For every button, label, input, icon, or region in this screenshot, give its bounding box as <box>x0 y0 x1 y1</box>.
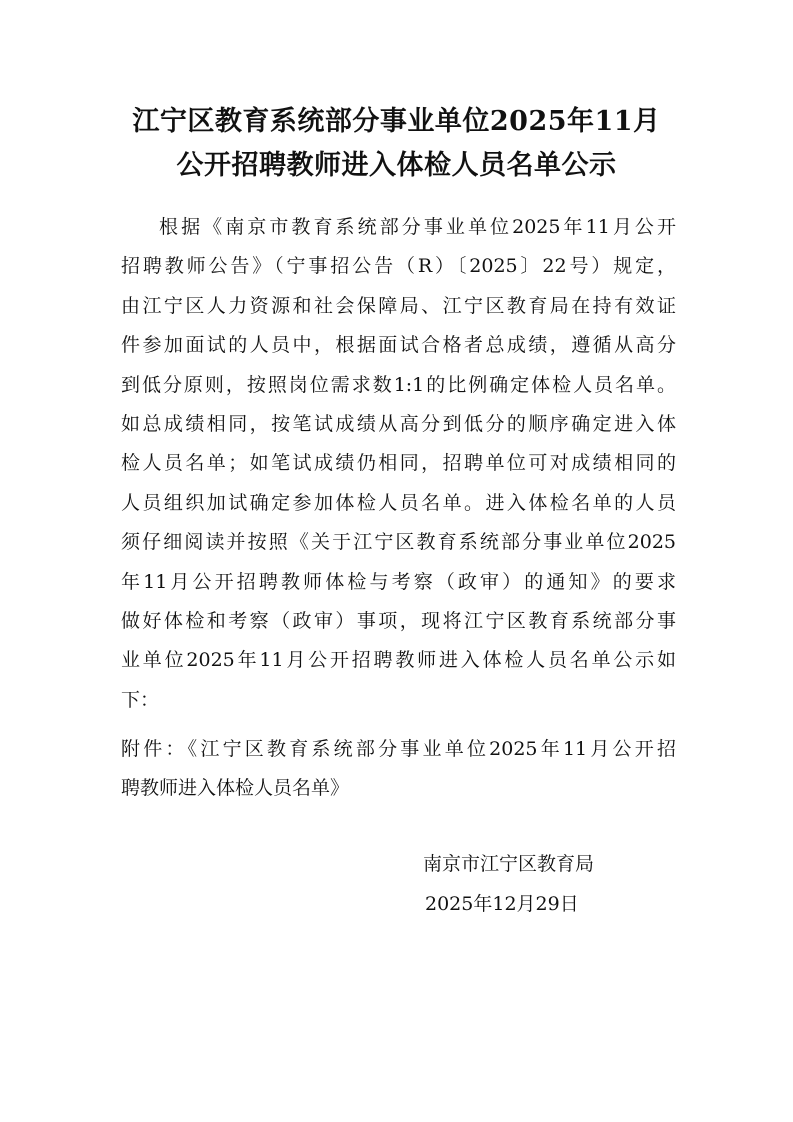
attachment-line: 附件：《江宁区教育系统部分事业单位2025年11月公开招 <box>121 738 676 760</box>
attachment-paragraph <box>121 730 676 809</box>
body-line: 到低分原则，按照岗位需求数1:1的比例确定体检人员名单。 <box>121 373 676 396</box>
document-title <box>100 100 693 188</box>
body-line: 人员组织加试确定参加体检人员名单。进入体检名单的人员 <box>121 491 676 514</box>
body-line: 做好体检和考察（政审）事项，现将江宁区教育系统部分事 <box>121 610 676 633</box>
body-line: 业单位2025年11月公开招聘教师进入体检人员名单公示如 <box>121 649 676 672</box>
title-line-1: 江宁区教育系统部分事业单位2025年11月 <box>132 106 661 137</box>
body-line: 检人员名单；如笔试成绩仍相同，招聘单位可对成绩相同的 <box>121 452 676 475</box>
attachment-line: 聘教师进入体检人员名单》 <box>121 777 350 800</box>
title-line-2: 公开招聘教师进入体检人员名单公示 <box>176 150 617 181</box>
body-line: 年11月公开招聘教师体检与考察（政审）的通知》的要求 <box>121 570 676 593</box>
body-line: 须仔细阅读并按照《关于江宁区教育系统部分事业单位2025 <box>121 531 676 554</box>
body-line: 下： <box>121 688 160 711</box>
body-paragraph <box>121 208 676 720</box>
body-line: 如总成绩相同，按笔试成绩从高分到低分的顺序确定进入体 <box>121 413 676 436</box>
signature-organization: 南京市江宁区教育局 <box>423 853 595 875</box>
signature-date: 2025年12月29日 <box>425 893 579 915</box>
body-line: 由江宁区人力资源和社会保障局、江宁区教育局在持有效证 <box>121 294 676 317</box>
body-line: 件参加面试的人员中，根据面试合格者总成绩，遵循从高分 <box>121 334 676 357</box>
body-line: 根据《南京市教育系统部分事业单位2025年11月公开 <box>159 216 676 238</box>
body-line: 招聘教师公告》（宁事招公告（R）〔2025〕22号）规定， <box>121 255 676 278</box>
